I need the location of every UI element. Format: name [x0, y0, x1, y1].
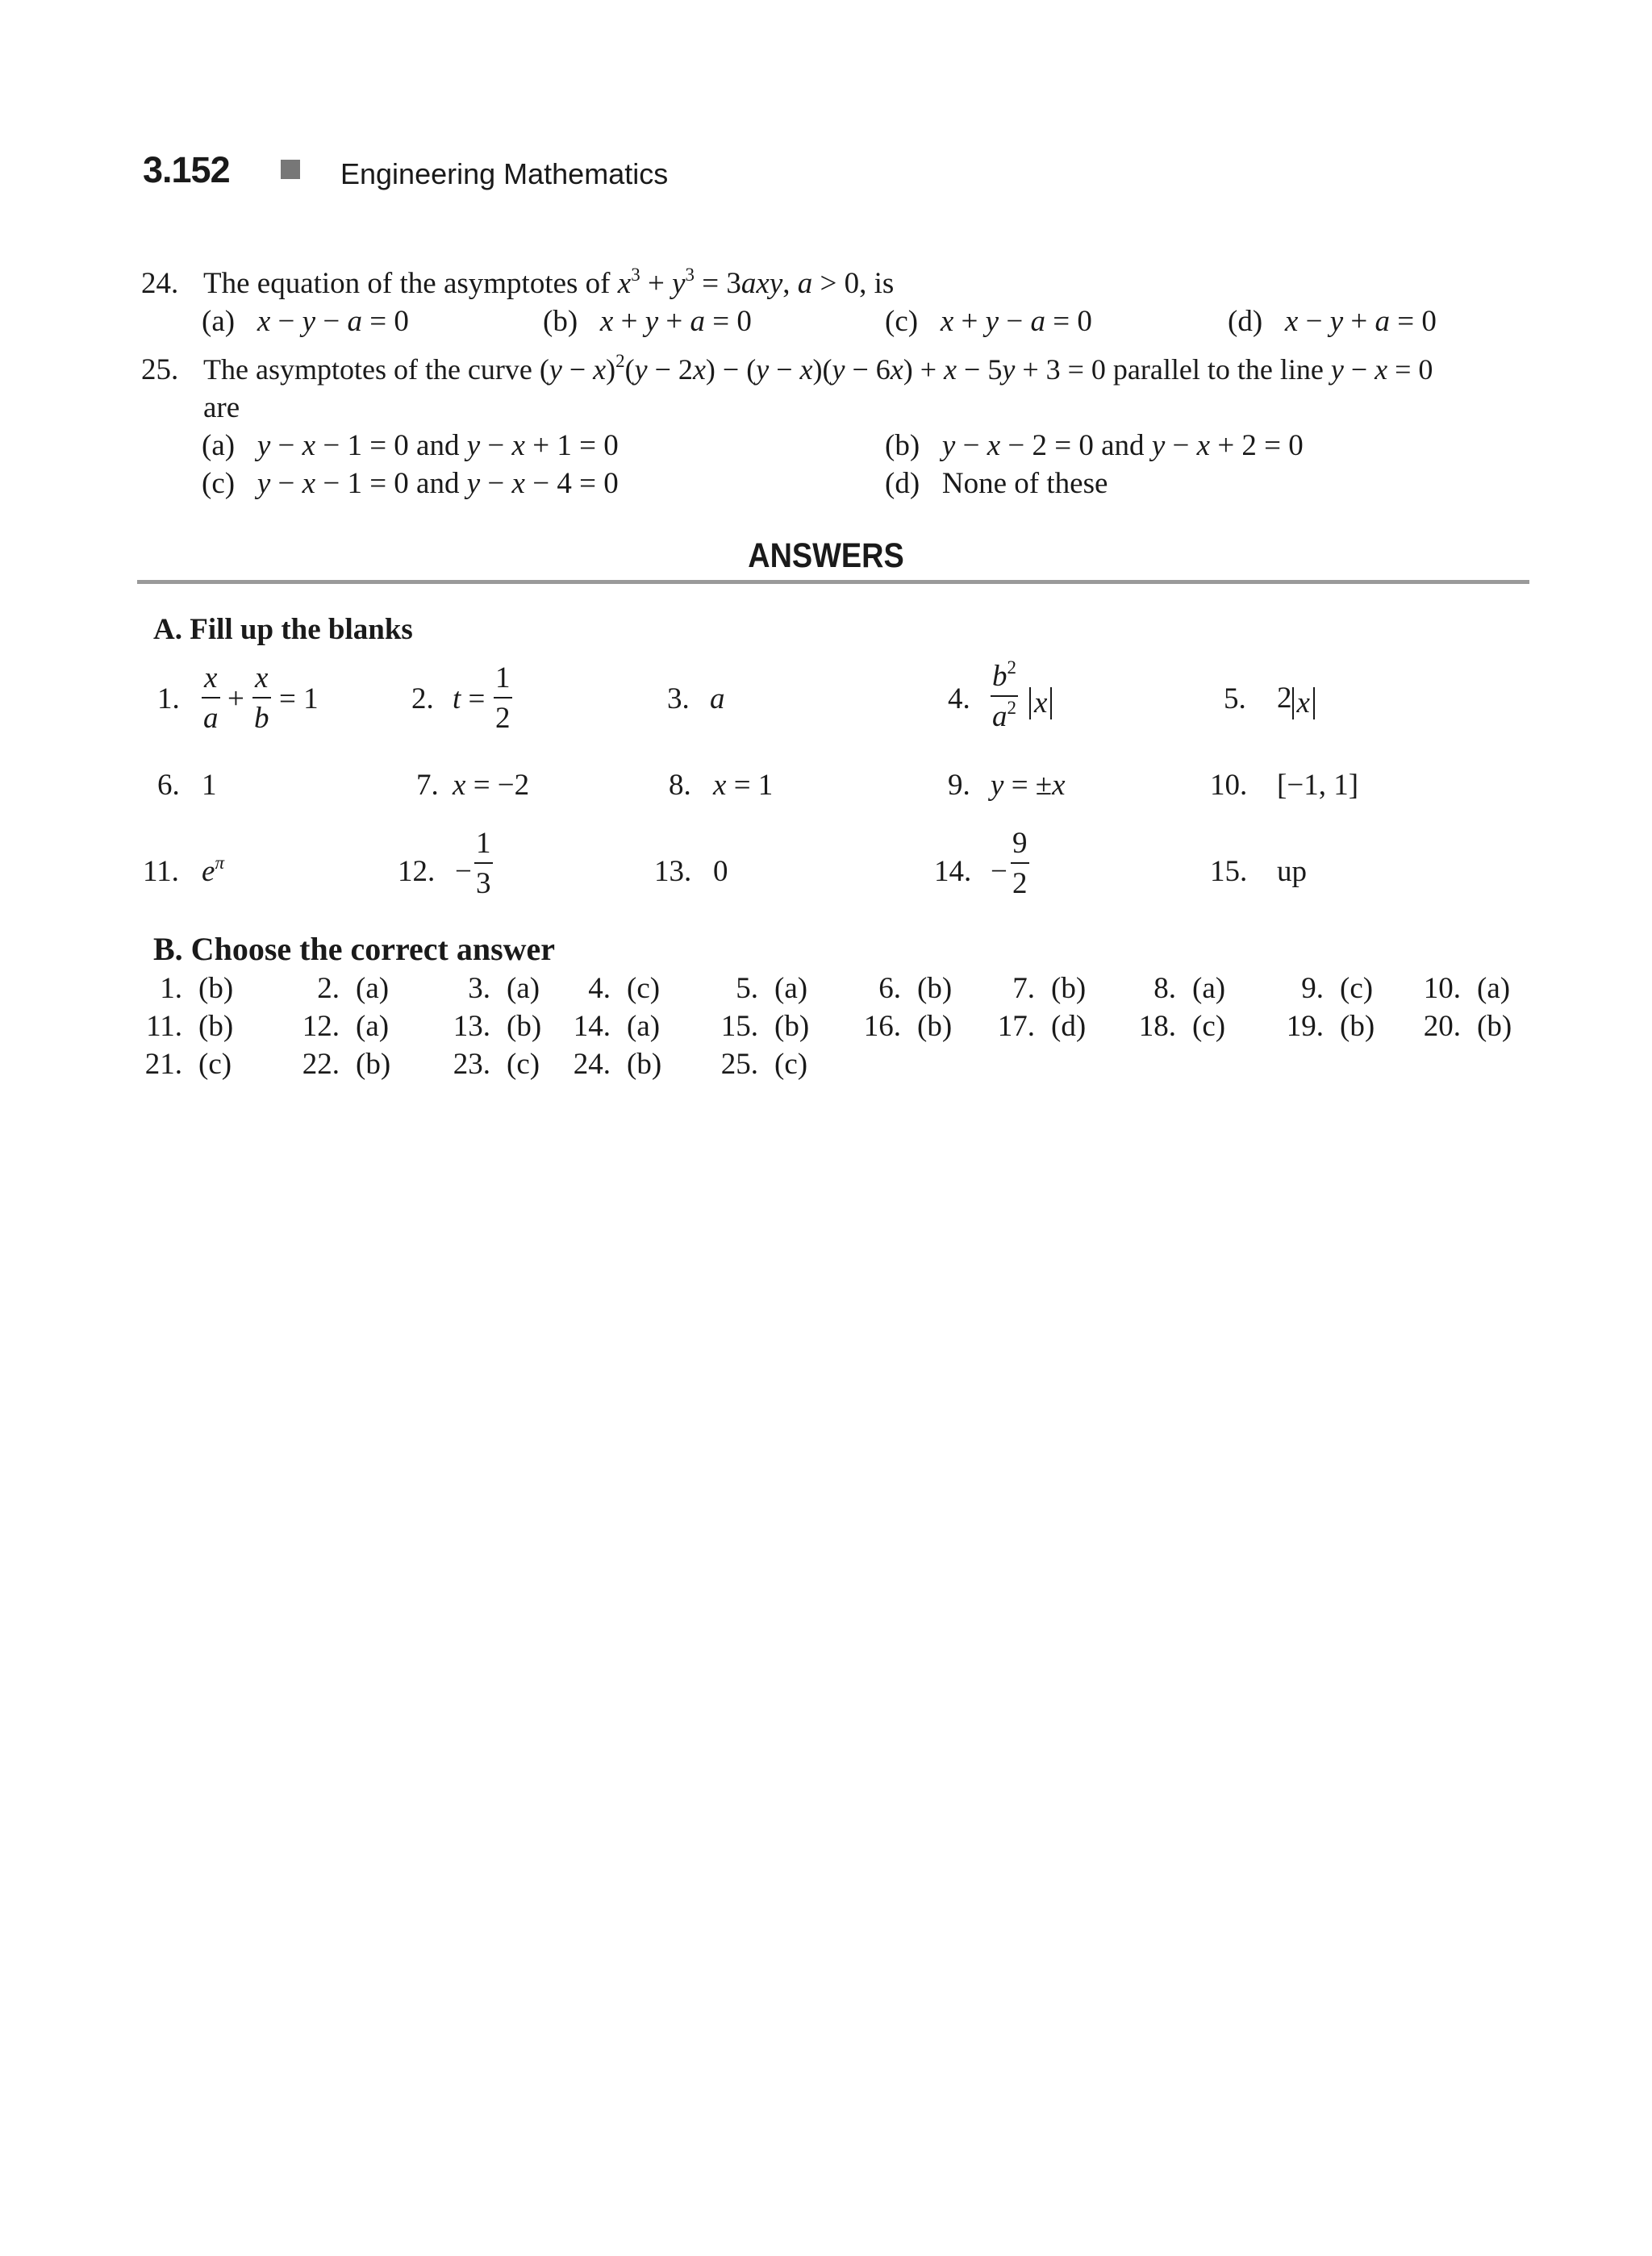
- section-b-title: B. Choose the correct answer: [153, 931, 556, 967]
- header-square-icon: [281, 160, 300, 179]
- mcq-answer-number: 19.: [1286, 1010, 1324, 1043]
- question-24-text: The equation of the asymptotes of $x^3 + y^3 = 3axy$, a > 0, is: [203, 265, 895, 300]
- mcq-answer-number: 21.: [144, 1048, 182, 1081]
- q25-option-c: (c) y − x − 1 = 0 and y − x − 4 = 0: [202, 467, 619, 500]
- mcq-answer-number: 4.: [588, 972, 611, 1005]
- mcq-answer-choice: (c): [198, 1048, 232, 1081]
- mcq-answer-choice: (a): [774, 972, 808, 1005]
- mcq-answer-choice: (b): [198, 1010, 234, 1043]
- mcq-answer-choice: (b): [917, 1010, 953, 1043]
- mcq-answer-choice: (b): [774, 1010, 810, 1043]
- fill-answer-10-value: [−1, 1]: [1277, 769, 1359, 802]
- fill-answer-15-number: 15.: [1210, 855, 1248, 888]
- mcq-answer-choice: (a): [507, 972, 540, 1005]
- mcq-answer-number: 5.: [736, 972, 758, 1005]
- fill-answer-8-value: x = 1: [713, 769, 774, 802]
- fraction-nine-halves: 9 2: [1012, 827, 1028, 900]
- mcq-answer-number: 8.: [1153, 972, 1176, 1005]
- fill-answer-8-number: 8.: [669, 769, 691, 802]
- mcq-answer-number: 10.: [1423, 972, 1461, 1005]
- mcq-answer-number: 20.: [1423, 1010, 1461, 1043]
- fill-answer-11-number: 11.: [143, 855, 179, 888]
- fill-answer-10-number: 10.: [1210, 769, 1248, 802]
- mcq-answer-number: 13.: [453, 1010, 490, 1043]
- q25-option-b: (b) y − x − 2 = 0 and y − x + 2 = 0: [885, 429, 1304, 462]
- fill-answer-4-number: 4.: [948, 682, 970, 715]
- fill-answer-11-value: $e^\pi$: [202, 853, 224, 888]
- mcq-answer-number: 17.: [997, 1010, 1035, 1043]
- mcq-answer-choice: (b): [198, 972, 234, 1005]
- fill-answer-2-lhs: t =: [453, 682, 486, 715]
- mcq-answer-choice: (b): [627, 1048, 662, 1081]
- mcq-answer-choice: (c): [1192, 1010, 1226, 1043]
- mcq-answer-number: 16.: [863, 1010, 901, 1043]
- fill-answer-12-number: 12.: [398, 855, 436, 888]
- mcq-answer-choice: (c): [1340, 972, 1374, 1005]
- mcq-answer-number: 3.: [468, 972, 490, 1005]
- fill-answer-1-number: 1.: [157, 682, 180, 715]
- answers-divider: [137, 580, 1529, 584]
- q24-option-c: (c) x + y − a = 0: [885, 305, 1092, 338]
- mcq-answer-number: 7.: [1012, 972, 1035, 1005]
- mcq-answer-choice: (c): [627, 972, 661, 1005]
- fraction-x-over-a: x a: [203, 661, 219, 735]
- mcq-answer-choice: (a): [1192, 972, 1226, 1005]
- question-25-text: The asymptotes of the curve $(y - x)^2(y - 2x) - (y - x)(y - 6x) + x - 5y + 3 = 0$ parallel to the line y − x = 0: [203, 351, 1433, 386]
- fill-answer-14-number: 14.: [934, 855, 972, 888]
- question-25-text-line2: are: [203, 391, 240, 424]
- plus-sign: +: [227, 682, 244, 715]
- mcq-answer-choice: (a): [356, 1010, 390, 1043]
- fill-answer-7-value: x = −2: [453, 769, 530, 802]
- mcq-answer-choice: (c): [507, 1048, 540, 1081]
- fraction-b2-over-a2: $b^2$ $a^2$: [992, 657, 1016, 733]
- mcq-answer-choice: (b): [356, 1048, 391, 1081]
- q24-option-b: (b) x + y + a = 0: [543, 305, 752, 338]
- mcq-answer-number: 14.: [573, 1010, 611, 1043]
- mcq-answer-number: 23.: [453, 1048, 490, 1081]
- fill-answer-3-value: a: [710, 682, 725, 715]
- minus-sign: −: [455, 855, 472, 888]
- mcq-answer-choice: (b): [1051, 972, 1087, 1005]
- mcq-answer-choice: (a): [356, 972, 390, 1005]
- answers-heading: ANSWERS: [748, 536, 904, 575]
- page-number: 3.152: [143, 149, 230, 190]
- equals-one: = 1: [279, 682, 319, 715]
- mcq-answer-number: 11.: [146, 1010, 182, 1043]
- fill-answer-13-value: 0: [713, 855, 728, 888]
- q24-option-d: (d) x − y + a = 0: [1228, 305, 1437, 338]
- minus-sign: −: [991, 855, 1007, 888]
- fill-answer-6-number: 6.: [157, 769, 180, 802]
- book-title: Engineering Mathematics: [340, 157, 669, 190]
- mcq-answer-choice: (a): [1477, 972, 1511, 1005]
- question-24-number: 24.: [141, 267, 179, 300]
- abs-x: x: [1029, 683, 1052, 719]
- mcq-answer-choice: (c): [774, 1048, 808, 1081]
- mcq-answer-choice: (b): [1340, 1010, 1375, 1043]
- fill-answer-13-number: 13.: [654, 855, 692, 888]
- mcq-answer-number: 1.: [160, 972, 182, 1005]
- q25-option-a: (a) y − x − 1 = 0 and y − x + 1 = 0: [202, 429, 619, 462]
- fraction-one-third: 1 3: [476, 827, 491, 900]
- fill-answer-5-value: 2 x: [1277, 683, 1315, 719]
- fill-answer-2-number: 2.: [411, 682, 434, 715]
- mcq-answer-choice: (a): [627, 1010, 661, 1043]
- fill-answer-6-value: 1: [202, 769, 217, 802]
- mcq-answer-choice: (b): [917, 972, 953, 1005]
- fill-answer-15-value: up: [1277, 855, 1307, 888]
- mcq-answer-number: 18.: [1138, 1010, 1176, 1043]
- mcq-answer-choice: (b): [507, 1010, 542, 1043]
- mcq-answer-choice: (d): [1051, 1010, 1087, 1043]
- mcq-answer-number: 24.: [573, 1048, 611, 1081]
- fraction-one-half: 1 2: [495, 661, 511, 735]
- mcq-answer-number: 22.: [302, 1048, 340, 1081]
- fill-answer-7-number: 7.: [416, 769, 439, 802]
- fraction-x-over-b: x b: [254, 661, 269, 735]
- q25-option-d: (d) None of these: [885, 467, 1108, 500]
- question-25-number: 25.: [141, 353, 179, 386]
- fill-answer-5-number: 5.: [1224, 682, 1246, 715]
- mcq-answer-number: 9.: [1301, 972, 1324, 1005]
- fill-answer-3-number: 3.: [667, 682, 690, 715]
- mcq-answer-choice: (b): [1477, 1010, 1512, 1043]
- section-a-title: A. Fill up the blanks: [153, 613, 413, 646]
- mcq-answer-number: 15.: [720, 1010, 758, 1043]
- q24-option-a: (a) x − y − a = 0: [202, 305, 409, 338]
- mcq-answer-number: 2.: [317, 972, 340, 1005]
- fill-answer-9-number: 9.: [948, 769, 970, 802]
- fill-answer-9-value: y = ±x: [991, 769, 1066, 802]
- mcq-answer-number: 6.: [878, 972, 901, 1005]
- mcq-answer-number: 12.: [302, 1010, 340, 1043]
- mcq-answer-number: 25.: [720, 1048, 758, 1081]
